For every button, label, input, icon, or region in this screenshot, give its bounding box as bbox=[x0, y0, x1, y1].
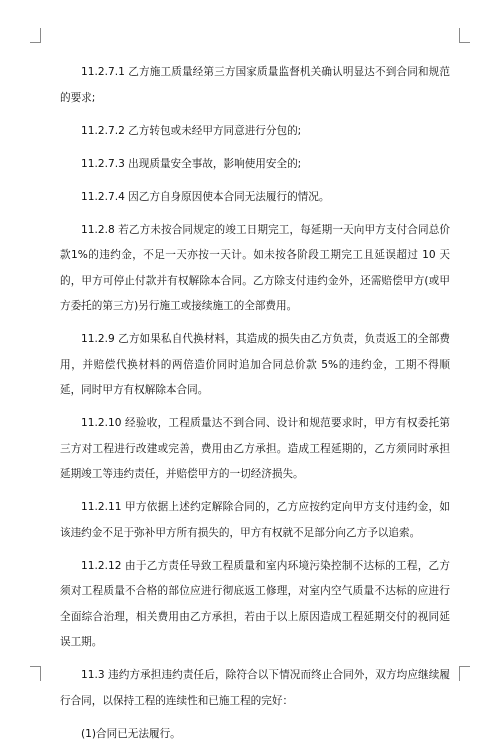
clause-11-2-10: 11.2.10 经验收，工程质量达不到合同、设计和规范要求时，甲方有权委托第三方对工程进行改建或完善，费用由乙方承担。造成工程延期的，乙方须同时承担延期竣工等违约责任，并赔偿甲方的一切经济损失。 bbox=[60, 411, 450, 488]
document-body bbox=[60, 60, 450, 650]
clause-11-2-8: 11.2.8 若乙方未按合同规定的竣工日期完工，每延期一天向甲方支付合同总价款1%的违约金，不足一天亦按一天计。如未按各阶段工期完工且延误超过 10 天的，甲方可停止付款并有权解除本合同。乙方除支付违约金外，还需赔偿甲方(或甲方委托的第三方)另行施工或接续施工的全部费用。 bbox=[60, 218, 450, 320]
clause-11-3: 11.3 违约方承担违约责任后，除符合以下情况而终止合同外，双方均应继续履行合同，以保持工程的连续性和已施工程的完好： bbox=[60, 663, 450, 714]
clause-11-2-7-1: 11.2.7.1 乙方施工质量经第三方国家质量监督机关确认明显达不到合同和规范的要求; bbox=[60, 60, 450, 111]
clause-11-2-7-2: 11.2.7.2 乙方转包或未经甲方同意进行分包的; bbox=[60, 119, 450, 145]
crop-mark-bottom-left bbox=[30, 666, 41, 681]
clause-11-3-item-1: (1)合同已无法履行。 bbox=[60, 722, 450, 747]
clause-11-2-7-4: 11.2.7.4 因乙方自身原因使本合同无法履行的情况。 bbox=[60, 185, 450, 211]
crop-mark-top-left bbox=[30, 28, 41, 43]
clause-11-2-7-3: 11.2.7.3 出现质量安全事故，影响使用安全的; bbox=[60, 152, 450, 178]
clause-11-2-9: 11.2.9 乙方如果私自代换材料，其造成的损失由乙方负责，负责返工的全部费用，并赔偿代换材料的两倍造价同时追加合同总价款 5%的违约金，工期不得顺延，同时甲方有权解除本合同。 bbox=[60, 327, 450, 404]
crop-mark-top-right bbox=[459, 28, 470, 43]
clause-11-2-11: 11.2.11 甲方依据上述约定解除合同的，乙方应按约定向甲方支付违约金，如该违约金不足于弥补甲方所有损失的，甲方有权就不足部分向乙方予以追索。 bbox=[60, 495, 450, 546]
clause-11-2-12: 11.2.12 由于乙方责任导致工程质量和室内环境污染控制不达标的工程，乙方须对工程质量不合格的部位应进行彻底返工修理，对室内空气质量不达标的应进行全面综合治理，相关费用由乙方承担，若由于以上原因造成工程延期交付的视同延误工期。 bbox=[60, 554, 450, 656]
crop-mark-bottom-right bbox=[459, 666, 470, 681]
